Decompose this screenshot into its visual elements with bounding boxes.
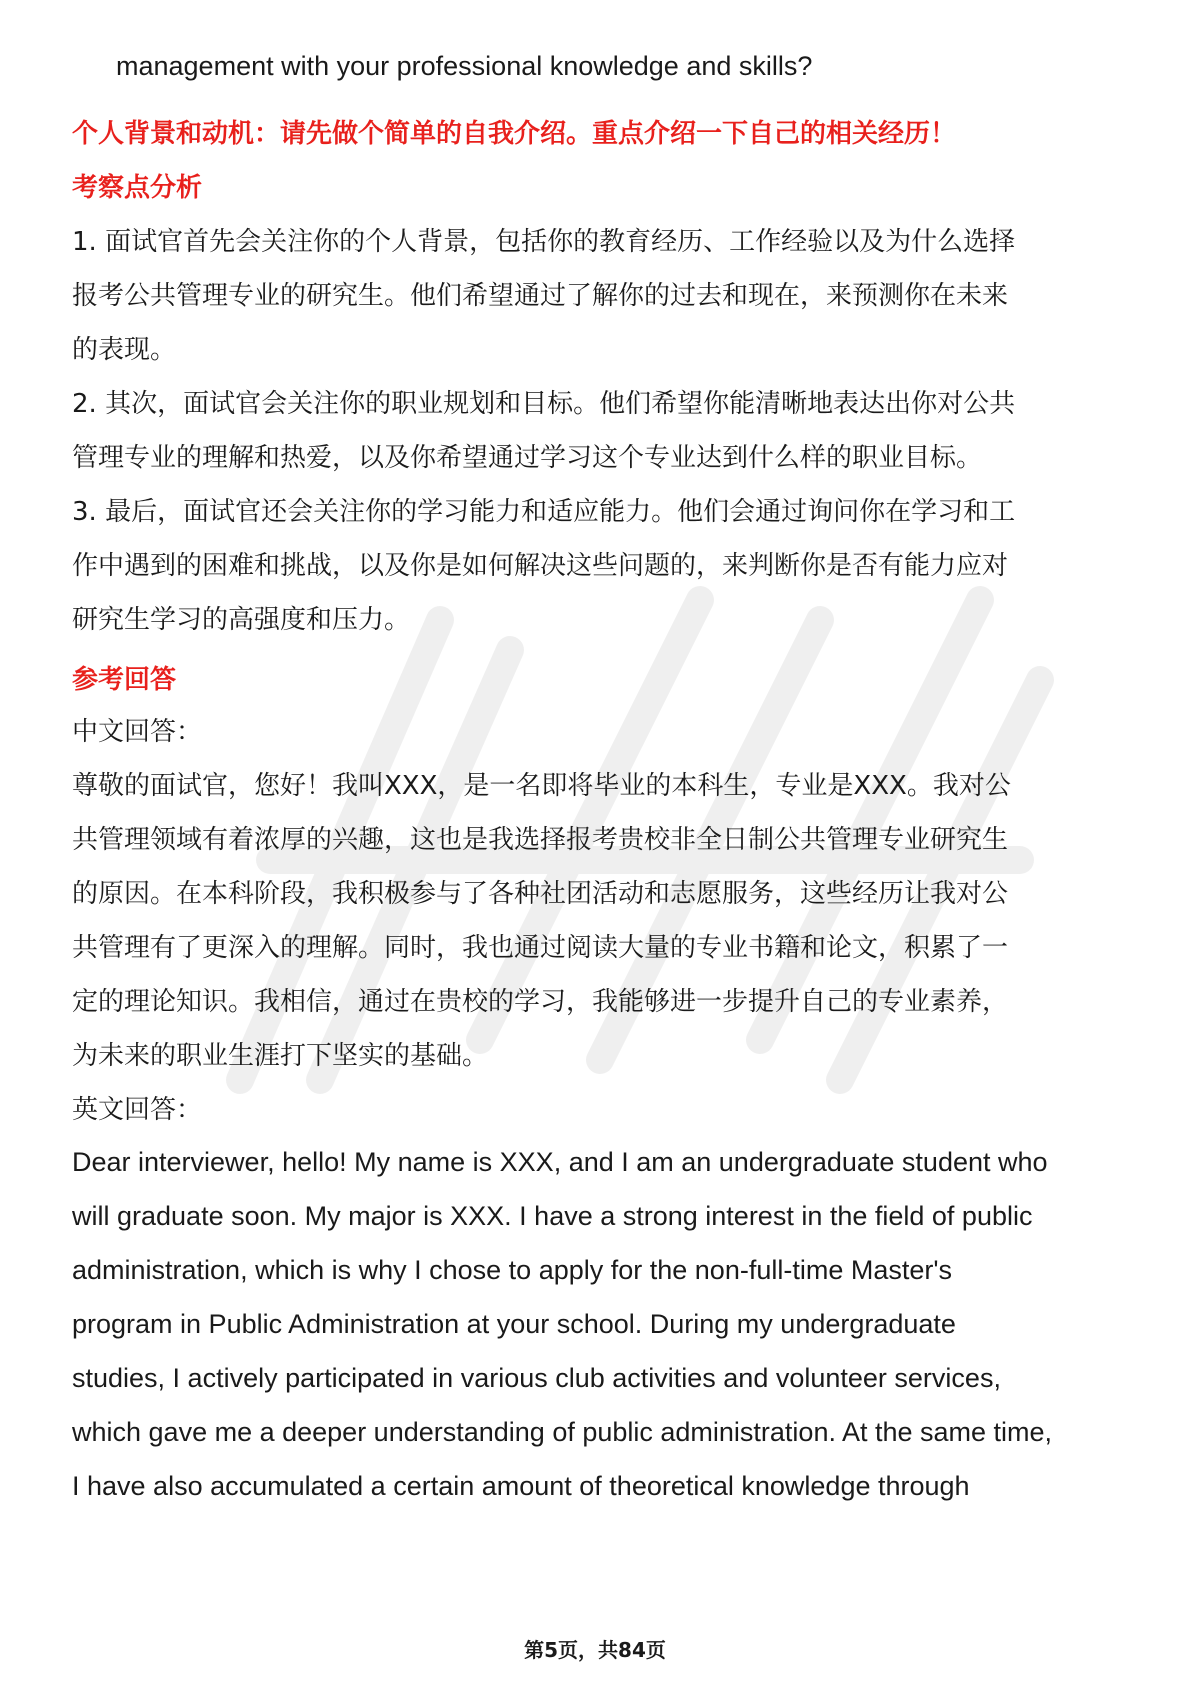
- analysis-line: 2. 其次，面试官会关注你的职业规划和目标。他们希望你能清晰地表达出你对公共: [72, 389, 1016, 419]
- analysis-line: 3. 最后，面试官还会关注你的学习能力和适应能力。他们会通过询问你在学习和工: [72, 497, 1016, 527]
- chinese-answer-line: 共管理有了更深入的理解。同时，我也通过阅读大量的专业书籍和论文，积累了一: [72, 933, 1009, 963]
- chinese-answer-line: 的原因。在本科阶段，我积极参与了各种社团活动和志愿服务，这些经历让我对公: [72, 879, 1009, 909]
- analysis-line: 的表现。: [72, 335, 177, 365]
- english-answer-line: administration, which is why I chose to apply for the non-full-time Master's: [72, 1255, 953, 1285]
- analysis-line: 作中遇到的困难和挑战，以及你是如何解决这些问题的，来判断你是否有能力应对: [72, 551, 1009, 581]
- chinese-answer-label: 中文回答：: [72, 717, 203, 747]
- english-answer-line: Dear interviewer, hello! My name is XXX, and I am an undergraduate student who: [72, 1147, 1048, 1177]
- question-heading: 个人背景和动机：请先做个简单的自我介绍。重点介绍一下自己的相关经历！: [72, 119, 957, 149]
- analysis-line: 研究生学习的高强度和压力。: [72, 605, 411, 635]
- analysis-line: 1. 面试官首先会关注你的个人背景，包括你的教育经历、工作经验以及为什么选择: [72, 227, 1016, 257]
- english-answer-line: will graduate soon. My major is XXX. I have a strong interest in the field of public: [72, 1201, 1033, 1231]
- english-answer-line: studies, I actively participated in various club activities and volunteer services,: [72, 1363, 1001, 1393]
- reference-heading: 参考回答: [72, 665, 177, 695]
- page-number-footer: 第5页，共84页: [524, 1638, 666, 1662]
- chinese-answer-line: 共管理领域有着浓厚的兴趣，这也是我选择报考贵校非全日制公共管理专业研究生: [72, 825, 1009, 855]
- english-answer-line: program in Public Administration at your school. During my undergraduate: [72, 1309, 956, 1339]
- english-answer-line: which gave me a deeper understanding of public administration. At the same time,: [72, 1417, 1053, 1447]
- chinese-answer-line: 为未来的职业生涯打下坚实的基础。: [72, 1041, 489, 1071]
- analysis-line: 管理专业的理解和热爱，以及你希望通过学习这个专业达到什么样的职业目标。: [72, 443, 983, 473]
- english-answer-line: I have also accumulated a certain amount of theoretical knowledge through: [72, 1471, 970, 1501]
- english-answer-label: 英文回答：: [72, 1095, 203, 1125]
- chinese-answer-line: 尊敬的面试官，您好！我叫XXX，是一名即将毕业的本科生，专业是XXX。我对公: [72, 771, 1011, 801]
- analysis-heading: 考察点分析: [72, 173, 203, 203]
- chinese-answer-line: 定的理论知识。我相信，通过在贵校的学习，我能够进一步提升自己的专业素养，: [72, 987, 1009, 1017]
- analysis-line: 报考公共管理专业的研究生。他们希望通过了解你的过去和现在，来预测你在未来: [72, 281, 1009, 311]
- top-fragment-text: management with your professional knowledge and skills?: [116, 51, 813, 81]
